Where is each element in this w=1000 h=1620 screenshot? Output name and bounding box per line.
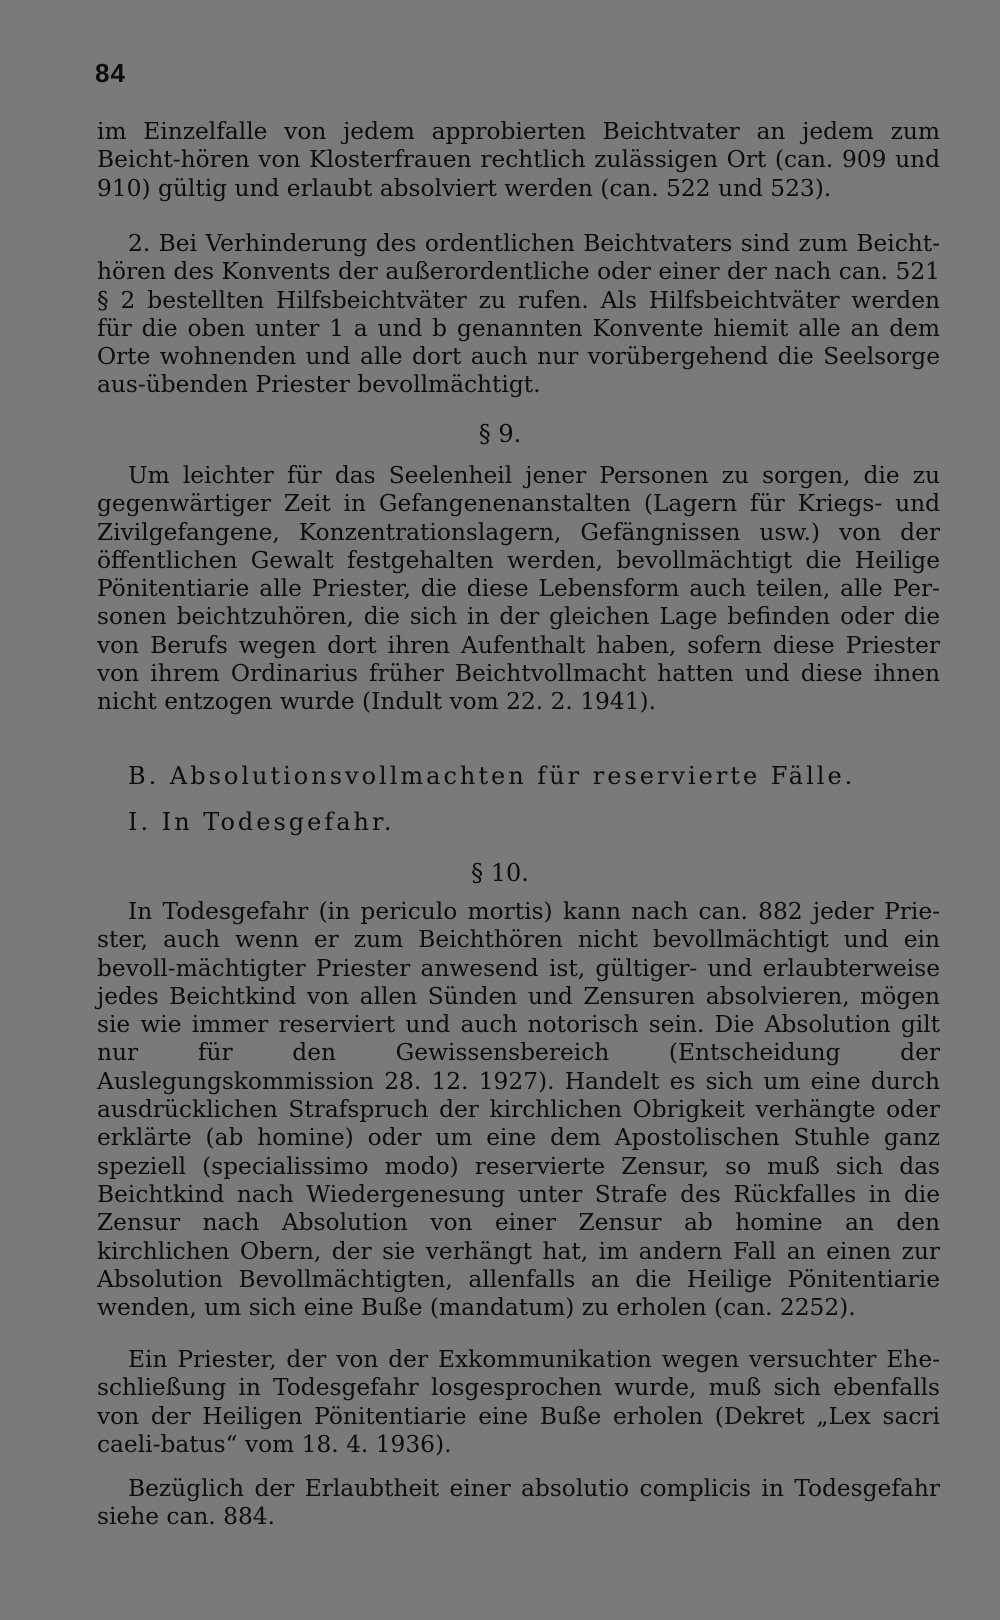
paragraph-intro xyxy=(97,118,940,203)
heading-b: B. Absolutionsvollmachten für reservierte Fälle. xyxy=(128,762,856,790)
paragraph-2 xyxy=(97,230,940,400)
paragraph-10 xyxy=(97,898,940,1322)
heading-i: I. In Todesgefahr. xyxy=(128,808,395,836)
paragraph-11 xyxy=(97,1346,940,1459)
section-10-heading: § 10. xyxy=(471,859,529,887)
paragraph-11-text: Ein Priester, der von der Exkommunikation wegen versuchter Ehe-schließung in Todesgefahr losgesprochen wurde, muß sich ebenfalls von der Heiligen Pönitentiarie eine Buße erholen (Dekret „Lex sacri caeli-batus“ vom 18. 4. 1936). xyxy=(97,1346,940,1458)
paragraph-intro-text: im Einzelfalle von jedem approbierten Beichtvater an jedem zum Beicht-hören von Klosterfrauen rechtlich zulässigen Ort (can. 909 und 910) gültig und erlaubt absolviert werden (can. 522 und 523). xyxy=(97,118,940,202)
page-number: 84 xyxy=(95,58,126,88)
paragraph-9 xyxy=(97,462,940,717)
paragraph-12-text: Bezüglich der Erlaubtheit einer absolutio complicis in Todesgefahr siehe can. 884. xyxy=(97,1475,940,1531)
paragraph-2-text: 2. Bei Verhinderung des ordentlichen Beichtvaters sind zum Beicht-hören des Konvents der außerordentliche oder einer der nach can. 521 § 2 bestellten Hilfsbeichtväter zu rufen. Als Hilfsbeichtväter werden für die oben unter 1 a und b genannten Konvente hiemit alle an dem Orte wohnenden und alle dort auch nur vorübergehend die Seelsorge aus-übenden Priester bevollmächtigt. xyxy=(97,230,940,399)
paragraph-10-text: In Todesgefahr (in periculo mortis) kann nach can. 882 jeder Prie-ster, auch wenn er zum Beichthören nicht bevollmächtigt und ein bevoll-mächtigter Priester anwesend ist, gültiger- und erlaubterweise jedes Beichtkind von allen Sünden und Zensuren absolvieren, mögen sie wie immer reserviert und auch notorisch sein. Die Absolution gilt nur für den Gewissensbereich (Entscheidung der Auslegungskommission 28. 12. 1927). Handelt es sich um eine durch ausdrücklichen Strafspruch der kirchlichen Obrigkeit verhängte oder erklärte (ab homine) oder um eine dem Apostolischen Stuhle ganz speziell (specialissimo modo) reservierte Zensur, so muß sich das Beichtkind nach Wiedergenesung unter Strafe des Rückfalles in die Zensur nach Absolution von einer Zensur ab homine an den kirchlichen Obern, der sie verhängt hat, im andern Fall an einen zur Absolution Bevollmächtigten, allenfalls an die Heilige Pönitentiarie wenden, um sich eine Buße (mandatum) zu erholen (can. 2252). xyxy=(97,898,940,1322)
paragraph-9-text: Um leichter für das Seelenheil jener Personen zu sorgen, die zu gegenwärtiger Zeit in Gefangenenanstalten (Lagern für Kriegs- und Zivilgefangene, Konzentrationslagern, Gefängnissen usw.) von der öffentlichen Gewalt festgehalten werden, bevollmächtigt die Heilige Pönitentiarie alle Priester, die diese Lebensform auch teilen, alle Per-sonen beichtzuhören, die sich in der gleichen Lage befinden oder die von Berufs wegen dort ihren Aufenthalt haben, sofern diese Priester von ihrem Ordinarius früher Beichtvollmacht hatten und diese ihnen nicht entzogen wurde (Indult vom 22. 2. 1941). xyxy=(97,462,940,716)
section-9-heading: § 9. xyxy=(478,420,522,448)
paragraph-12 xyxy=(97,1475,940,1532)
